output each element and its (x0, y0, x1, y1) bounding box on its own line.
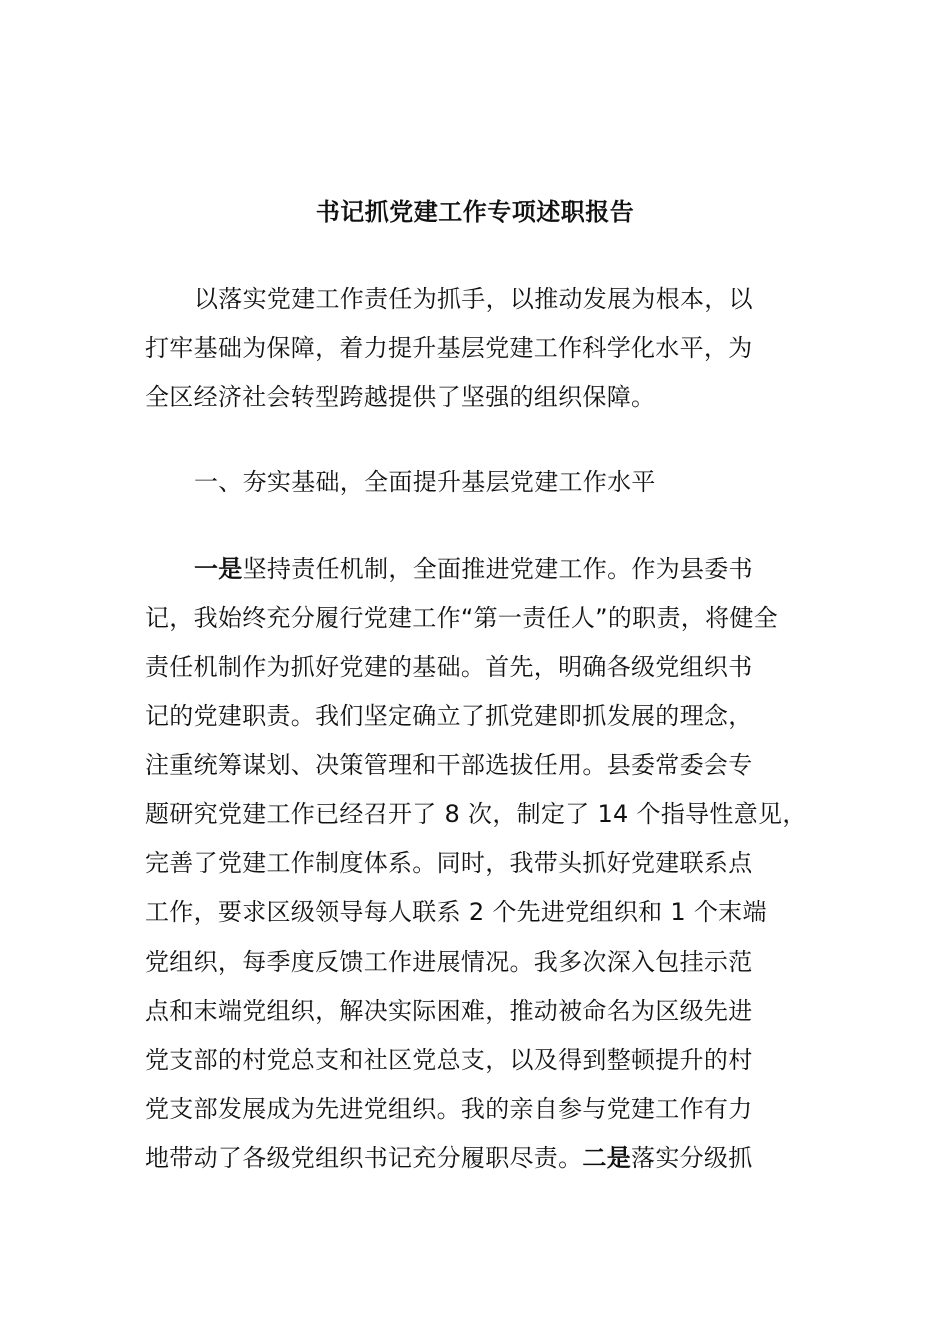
paragraph-line-2: 记，我始终充分履行党建工作“第一责任人”的职责，将健全 (145, 604, 778, 632)
intro-line-1: 以落实党建工作责任为抓手，以推动发展为根本，以 (194, 285, 753, 313)
point-marker-two: 二是 (582, 1144, 632, 1172)
paragraph-line-1 (194, 553, 753, 585)
paragraph-line-3: 责任机制作为抓好党建的基础。首先，明确各级党组织书 (145, 653, 753, 681)
point-marker-one: 一是 (194, 555, 243, 583)
document-title: 书记抓党建工作专项述职报告 (315, 198, 635, 226)
paragraph-line-8: 工作，要求区级领导每人联系 2 个先进党组织和 1 个末端 (145, 898, 767, 926)
intro-line-2: 打牢基础为保障，着力提升基层党建工作科学化水平，为 (145, 334, 753, 362)
paragraph-line-13 (145, 1142, 753, 1174)
section-heading: 一、夯实基础，全面提升基层党建工作水平 (194, 468, 656, 496)
intro-line-3: 全区经济社会转型跨越提供了坚强的组织保障。 (145, 383, 656, 411)
paragraph-line-13-tail: 落实分级抓 (631, 1144, 753, 1172)
paragraph-line-9: 党组织，每季度反馈工作进展情况。我多次深入包挂示范 (145, 948, 753, 976)
paragraph-line-7: 完善了党建工作制度体系。同时，我带头抓好党建联系点 (145, 849, 753, 877)
paragraph-line-10: 点和末端党组织，解决实际困难，推动被命名为区级先进 (145, 997, 753, 1025)
paragraph-line-5: 注重统筹谋划、决策管理和干部选拔任用。县委常委会专 (145, 751, 753, 779)
paragraph-line-4: 记的党建职责。我们坚定确立了抓党建即抓发展的理念， (145, 702, 753, 730)
paragraph-line-11: 党支部的村党总支和社区党总支，以及得到整顿提升的村 (145, 1046, 753, 1074)
paragraph-line-12: 党支部发展成为先进党组织。我的亲自参与党建工作有力 (145, 1095, 753, 1123)
paragraph-line-13-text: 地带动了各级党组织书记充分履职尽责。 (145, 1144, 583, 1172)
paragraph-line-6: 题研究党建工作已经召开了 8 次，制定了 14 个指导性意见， (145, 800, 807, 828)
paragraph-line-1-text: 坚持责任机制，全面推进党建工作。作为县委书 (242, 555, 753, 583)
